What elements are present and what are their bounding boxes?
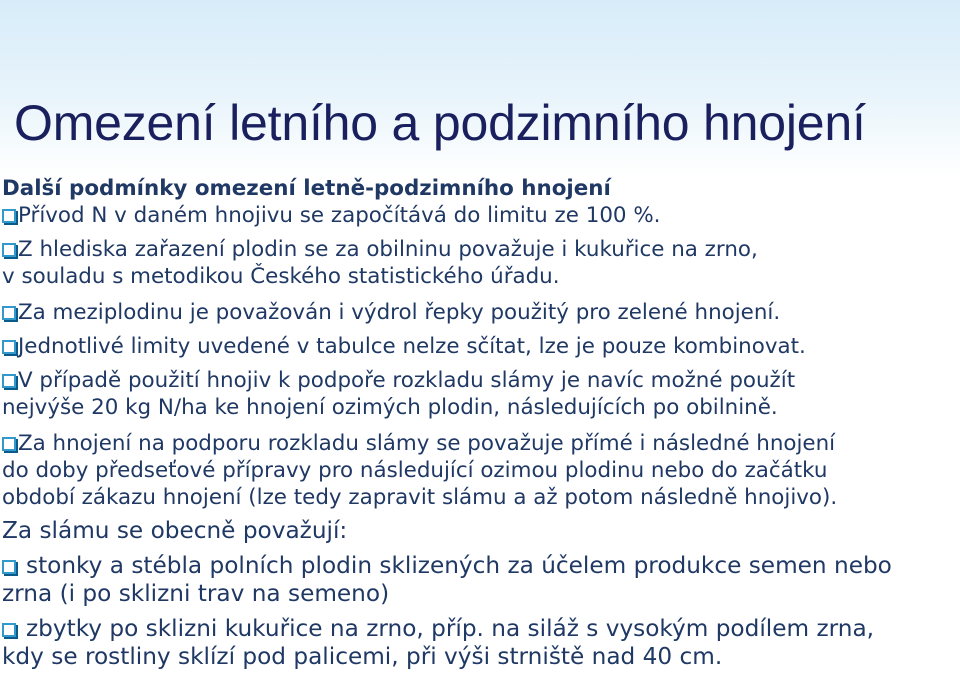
bullet-6-line-2: do doby předseťové přípravy pro následující ozimou plodinu nebo do začátku [2, 458, 828, 483]
bullet-2-line-2: v souladu s metodikou Českého statistického úřadu. [2, 264, 560, 289]
bullet-1-line-1: Přívod N v daném hnojivu se započítává do limitu ze 100 %. [18, 203, 661, 228]
checkbox-square-bullet-icon [2, 623, 16, 637]
bullet-5 [2, 367, 957, 421]
bullet-3 [2, 299, 957, 326]
checkbox-square-bullet-icon [2, 437, 16, 451]
checkbox-square-bullet-icon [2, 209, 16, 223]
bullet-6-line-1: Za hnojení na podporu rozkladu slámy se považuje přímé i následné hnojení [18, 431, 836, 456]
bullet-3-line-1: Za meziplodinu je považován i výdrol řepky použitý pro zelené hnojení. [18, 300, 781, 325]
slide-title: Omezení letního a podzimního hnojení [14, 95, 866, 151]
bullet-6-line-3: období zákazu hnojení (lze tedy zapravit slámu a až potom následně hnojivo). [2, 485, 838, 510]
slide-content [2, 170, 957, 671]
bullet-4-line-1: Jednotlivé limity uvedené v tabulce nelze sčítat, lze je pouze kombinovat. [18, 334, 806, 359]
checkbox-square-bullet-icon [2, 374, 16, 388]
section-heading: Další podmínky omezení letně-podzimního hnojení [2, 176, 611, 201]
straw-item-2 [2, 615, 957, 671]
bullet-6 [2, 430, 957, 511]
bullet-2-line-1: Z hlediska zařazení plodin se za obilninu považuje i kukuřice na zrno, [18, 237, 758, 262]
checkbox-square-bullet-icon [2, 560, 16, 574]
checkbox-square-bullet-icon [2, 340, 16, 354]
straw-item-1 [2, 552, 957, 608]
bullet-4 [2, 333, 957, 360]
bullet-5-line-1: V případě použití hnojiv k podpoře rozkladu slámy je navíc možné použít [18, 368, 796, 393]
checkbox-square-bullet-icon [2, 243, 16, 257]
bullet-1 [2, 202, 957, 229]
straw-subheading: Za slámu se obecně považují: [2, 517, 348, 544]
straw-item-2-line-2: kdy se rostliny sklízí pod palicemi, při výši strniště nad 40 cm. [2, 643, 723, 670]
bullet-2 [2, 236, 957, 290]
checkbox-square-bullet-icon [2, 306, 16, 320]
straw-item-1-line-1: stonky a stébla polních plodin sklizených za účelem produkce semen nebo [26, 552, 892, 579]
bullet-5-line-2: nejvýše 20 kg N/ha ke hnojení ozimých plodin, následujících po obilnině. [2, 395, 778, 420]
straw-item-2-line-1: zbytky po sklizni kukuřice na zrno, příp. na siláž s vysokým podílem zrna, [26, 615, 875, 642]
straw-item-1-line-2: zrna (i po sklizni trav na semeno) [2, 580, 390, 607]
